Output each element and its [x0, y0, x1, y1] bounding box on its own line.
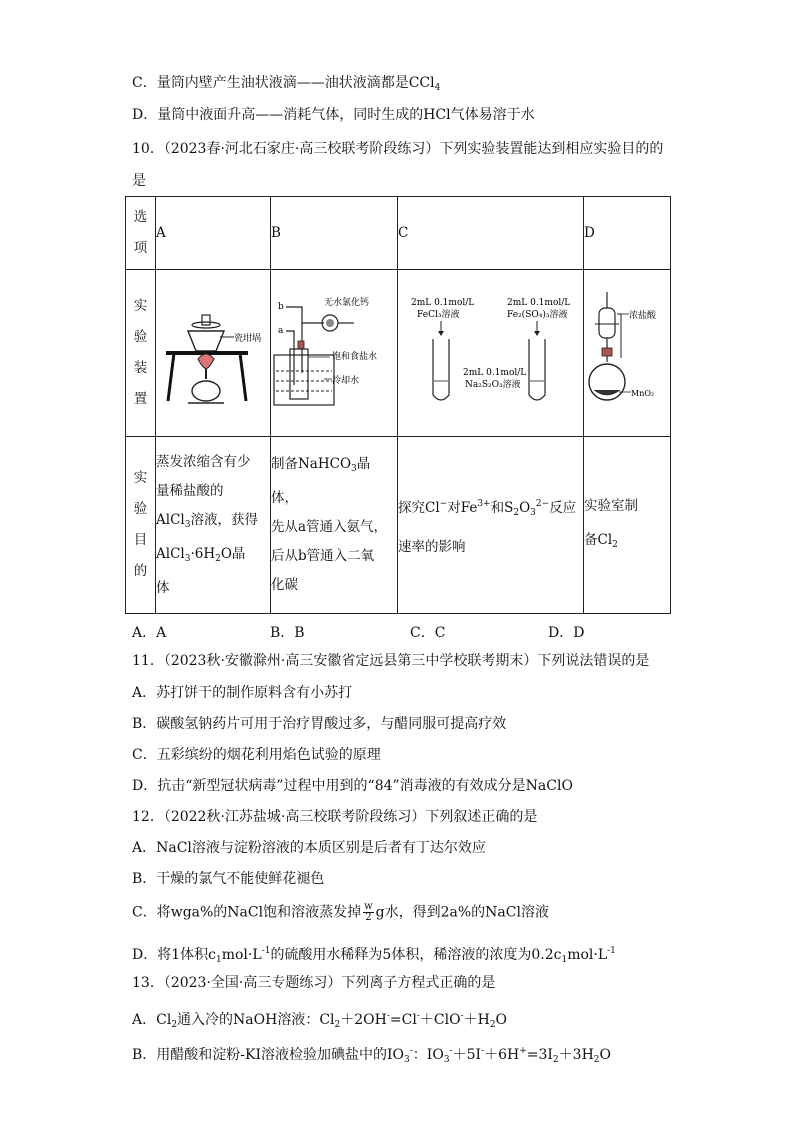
q13-stem: 13．（2023·全国·高三专题练习）下列离子方程式正确的是: [132, 975, 496, 991]
q12-d-mid: mol·L: [221, 947, 262, 963]
purpose-c-sup1: −: [439, 498, 448, 509]
purpose-c-sub2: 3: [530, 507, 536, 518]
purpose-c-fe: 对Fe: [447, 499, 478, 516]
q12-d-pre: D．将1体积c: [132, 947, 216, 963]
header-col-d: D: [584, 197, 671, 270]
brine-label: 饱和食盐水: [331, 352, 377, 362]
q13-a-sub2: 2: [334, 1020, 341, 1030]
q9-option-d: D．量筒中液面升高——消耗气体，同时生成的HCl气体易溶于水: [132, 107, 535, 123]
q12-option-c[interactable]: [132, 902, 549, 923]
q12-d-mid3: mol·L: [567, 947, 608, 963]
purpose-a-line2: 量稀盐酸的: [156, 482, 224, 499]
q12-c-frac-num: w: [364, 901, 373, 912]
fecl3-solution-label: FeCl₃溶液: [416, 310, 459, 320]
q13-b-eq4: =3I: [526, 1047, 553, 1063]
q12-c-pre: C．将wga%的NaCl饱和溶液蒸发掉: [132, 904, 362, 921]
header-col-a: A: [156, 197, 271, 270]
q13-b-eq2: ＋5I: [452, 1047, 482, 1063]
q9-option-c-sub: 4: [434, 83, 441, 93]
q11-option-b[interactable]: B．碳酸氢钠药片可用于治疗胃酸过多，与醋同服可提高疗效: [132, 716, 507, 732]
q12-d-sup2: -1: [607, 946, 616, 956]
q13-a-pre: A．Cl: [132, 1012, 172, 1028]
purpose-b-line2: 先从a管通入氨气，: [271, 519, 388, 535]
purpose-a-cell: [156, 437, 271, 614]
q12-option-a[interactable]: A．NaCl溶液与淀粉溶液的本质区别是后者有丁达尔效应: [132, 840, 486, 856]
q13-a-eq2: =Cl: [389, 1012, 417, 1028]
q12-d-sup1: -1: [261, 946, 271, 956]
apparatus-b-cell: [271, 270, 398, 437]
q12-stem: 12．（2022秋·江苏盐城·高三校联考阶段练习）下列叙述正确的是: [132, 809, 538, 825]
purpose-c-sub1: 2: [513, 507, 520, 518]
header-label-cell: [126, 197, 156, 270]
q13-b-eq: ：IO: [412, 1047, 444, 1063]
purpose-b-sub: 3: [351, 464, 357, 474]
q10-option-a[interactable]: A．A: [132, 625, 167, 641]
q9-option-c-text: C．量筒内壁产生油状液滴——油状液滴都是CCl: [132, 75, 435, 91]
purpose-a-alcl3: AlCl: [156, 511, 185, 528]
q12-d-sub2: 1: [561, 955, 568, 965]
crucible-label: 瓷坩埚: [234, 334, 262, 344]
purpose-a-crystal: O晶: [220, 545, 246, 562]
purpose-c-reaction: 反应: [549, 499, 577, 516]
purpose-a-hydrate: ·6H: [190, 545, 216, 562]
q13-a-sup2: -: [416, 1011, 420, 1021]
q13-b-eq6: O: [599, 1047, 611, 1063]
cacl2-label: 无水氯化钙: [323, 298, 369, 308]
q13-b-sub3: 2: [552, 1055, 559, 1065]
reaction-rate-apparatus-diagram: [401, 293, 581, 413]
na2s2o3-solution-label: Na₂S₂O₃溶液: [464, 380, 521, 390]
q10-experiment-table: [125, 196, 671, 614]
purpose-a-sub3: 2: [215, 553, 221, 564]
mno2-label: MnO₂: [631, 389, 655, 398]
q13-b-eq5: ＋3H: [558, 1047, 594, 1063]
q13-b-sup2: -: [449, 1046, 453, 1056]
q13-b-sup: -: [409, 1046, 413, 1056]
q10-option-d[interactable]: D．D: [548, 625, 585, 641]
q12-d-mid2: 的硫酸用水稀释为5体积，稀溶液的浓度为0.2c: [270, 947, 562, 963]
q11-option-d[interactable]: D．抗击“新型冠状病毒”过程中用到的“84”消毒液的有效成分是NaClO: [132, 778, 573, 794]
q10-option-b[interactable]: B．B: [270, 625, 305, 641]
purpose-c-cell: [398, 437, 584, 614]
purpose-b-nahco3: 制备NaHCO: [271, 456, 352, 472]
q11-stem: 11．（2023秋·安徽滁州·高三安徽省定远县第三中学校联考期末）下列说法错误的是: [132, 653, 650, 669]
q13-a-eq3: ＋ClO: [419, 1012, 461, 1028]
purpose-a-line5: 体: [156, 579, 170, 596]
q13-a-sub3: 2: [489, 1020, 496, 1030]
q13-option-b[interactable]: [132, 1042, 611, 1069]
q13-b-pre: B．用醋酸和淀粉-KI溶液检验加碘盐中的IO: [132, 1047, 405, 1063]
purpose-d-cl: 备Cl: [584, 531, 613, 548]
nahco3-apparatus-diagram: [272, 293, 397, 413]
conc-hcl-label: 浓盐酸: [629, 311, 657, 321]
q13-a-sub: 2: [171, 1020, 178, 1030]
purpose-c-o: O: [519, 499, 531, 516]
tube-a-label: a: [277, 326, 283, 336]
q13-a-sup1: -: [386, 1011, 390, 1021]
fecl3-conc-label: 2mL 0.1mol/L: [410, 298, 474, 308]
q13-b-sub: 3: [404, 1055, 410, 1065]
purpose-b-line3: 后从b管通入二氧: [271, 548, 375, 564]
purpose-a-line1: 蒸发浓缩含有少: [156, 453, 251, 470]
q13-b-sup4: +: [519, 1046, 527, 1056]
cooling-water-label: 冷却水: [331, 376, 359, 386]
apparatus-d-cell: [584, 270, 671, 437]
q13-a-sup3: -: [460, 1011, 464, 1021]
purpose-a-sub2: 3: [184, 553, 191, 564]
purpose-b-crystal: 晶体，: [271, 456, 371, 506]
q13-b-sub4: 2: [593, 1055, 600, 1065]
apparatus-label: 实验装置: [133, 298, 148, 407]
q10-option-c[interactable]: C．C: [410, 625, 446, 641]
apparatus-c-cell: [398, 270, 584, 437]
q10-stem-line1: 10．（2023春·河北石家庄·高三校联考阶段练习）下列实验装置能达到相应实验目的的: [132, 141, 664, 157]
q11-option-a[interactable]: A．苏打饼干的制作原料含有小苏打: [132, 685, 353, 701]
q12-c-fraction: [363, 902, 374, 923]
apparatus-a-cell: [156, 270, 271, 437]
purpose-b-cell: [271, 437, 398, 614]
purpose-b-line4: 化碳: [271, 577, 298, 593]
q13-option-a[interactable]: [132, 1007, 507, 1034]
purpose-label-cell: [126, 437, 156, 614]
table-apparatus-row: [126, 270, 671, 437]
purpose-a-sub: 3: [184, 519, 191, 530]
q12-option-b[interactable]: B．干燥的氯气不能使鲜花褪色: [132, 871, 325, 887]
q13-b-eq3: ＋6H: [484, 1047, 520, 1063]
q13-a-eq4: ＋H: [463, 1012, 490, 1028]
purpose-c-sup3: 2−: [535, 498, 550, 509]
q13-b-sup3: -: [481, 1046, 485, 1056]
crucible-apparatus-diagram: [158, 293, 268, 413]
purpose-d-line1: 实验室制: [584, 497, 638, 514]
purpose-c-s: 和S: [490, 499, 514, 516]
purpose-c-cl: 探究Cl: [398, 499, 440, 516]
tube-b-label: b: [277, 302, 284, 312]
purpose-c-sup2: 3+: [477, 498, 491, 509]
header-label: 选项: [133, 209, 148, 256]
purpose-a-line3: 溶液，获得: [190, 511, 258, 528]
q13-b-sub2: 3: [443, 1055, 450, 1065]
fe2so43-conc-label: 2mL 0.1mol/L: [506, 298, 570, 308]
q12-option-d[interactable]: [132, 942, 616, 969]
chlorine-apparatus-diagram: [585, 288, 669, 418]
header-col-b: B: [271, 197, 398, 270]
apparatus-label-cell: [126, 270, 156, 437]
q13-a-mid: 通入冷的NaOH溶液：Cl: [177, 1012, 335, 1028]
purpose-label: 实验目的: [133, 470, 148, 579]
table-header-row: [126, 197, 671, 270]
na2s2o3-conc-label: 2mL 0.1mol/L: [462, 368, 526, 378]
purpose-d-cell: [584, 437, 671, 614]
q12-d-sub1: 1: [215, 955, 222, 965]
table-purpose-row: [126, 437, 671, 614]
q12-c-frac-den: 2: [365, 912, 372, 923]
fe2so43-solution-label: Fe₂(SO₄)₃溶液: [506, 310, 567, 320]
q11-option-c[interactable]: C．五彩缤纷的烟花利用焰色试验的原理: [132, 747, 381, 763]
header-col-c: C: [398, 197, 584, 270]
q13-a-eq: ＋2OH: [340, 1012, 387, 1028]
purpose-a-alcl3b: AlCl: [156, 545, 185, 562]
q12-c-post: g水，得到2a%的NaCl溶液: [375, 904, 549, 921]
purpose-d-sub: 2: [612, 539, 618, 550]
q9-option-c: [132, 74, 440, 97]
q13-a-eq5: O: [495, 1012, 508, 1028]
q10-stem-line2: 是: [132, 173, 146, 189]
purpose-c-line2: 速率的影响: [398, 538, 466, 555]
